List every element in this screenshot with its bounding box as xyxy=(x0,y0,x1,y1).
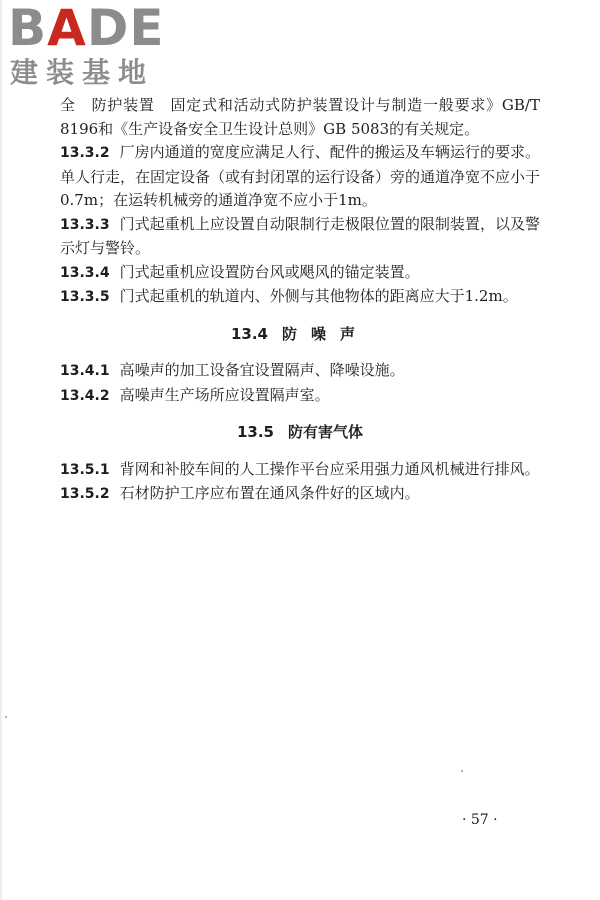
clause-13-4-2 xyxy=(60,384,540,409)
clause-number: 13.5.1 xyxy=(60,461,110,478)
clause-13-5-1 xyxy=(60,458,540,483)
clause-text: 背网和补胶车间的人工操作平台应采用强力通风机械进行排风。 xyxy=(119,459,540,478)
clause-text: 门式起重机应设置防台风或飓风的锚定装置。 xyxy=(119,262,420,281)
clause-13-4-1 xyxy=(60,359,540,384)
logo-wordmark: BADE xyxy=(8,0,165,57)
clause-number: 13.4.1 xyxy=(60,363,110,379)
clause-13-3-3 xyxy=(60,213,540,261)
logo-subtitle: 建装基地 xyxy=(10,56,155,89)
clause-number: 13.3.5 xyxy=(60,289,110,305)
section-number: 13.5 xyxy=(236,423,274,441)
clause-13-5-2 xyxy=(60,482,540,507)
clause-number: 13.4.2 xyxy=(60,387,110,404)
section-title: 防噪声 xyxy=(282,324,370,343)
clause-text: 门式起重机的轨道内、外侧与其他物体的距离应大于1.2m。 xyxy=(119,287,518,305)
clause-number: 13.3.3 xyxy=(60,216,110,233)
clause-13-3-2 xyxy=(60,141,540,213)
section-number: 13.4 xyxy=(230,324,268,343)
document-body xyxy=(60,94,540,507)
section-heading-13-4 xyxy=(60,323,540,347)
clause-13-3-4 xyxy=(60,261,540,286)
bade-logo xyxy=(8,2,178,92)
intro-paragraph: 全 防护装置 固定式和活动式防护装置设计与制造一般要求》GB/T 8196和《生产设备安全卫生设计总则》GB 5083的有关规定。 xyxy=(60,96,540,138)
page-number: · 57 · xyxy=(462,812,498,828)
clause-number: 13.3.4 xyxy=(60,264,110,281)
clause-text: 门式起重机上应设置自动限制行走极限位置的限制装置，以及警示灯与警铃。 xyxy=(60,214,540,257)
scan-speck xyxy=(5,716,7,718)
section-title: 防有害气体 xyxy=(288,423,364,441)
section-heading-13-5 xyxy=(60,421,540,445)
clause-text: 高噪声生产场所应设置隔声室。 xyxy=(119,385,330,404)
clause-text: 高噪声的加工设备宜设置隔声、降噪设施。 xyxy=(119,361,405,379)
scan-speck xyxy=(461,770,463,772)
clause-13-3-5 xyxy=(60,285,540,310)
clause-number: 13.5.2 xyxy=(60,486,110,502)
clause-text: 石材防护工序应布置在通风条件好的区域内。 xyxy=(119,484,420,502)
clause-text: 厂房内通道的宽度应满足人行、配件的搬运及车辆运行的要求。单人行走，在固定设备（或有封闭罩的运行设备）旁的通道净宽不应小于0.7m；在运转机械旁的通道净宽不应小于1m。 xyxy=(60,143,541,209)
clause-number: 13.3.2 xyxy=(60,145,110,161)
scan-edge-shadow xyxy=(0,0,3,900)
